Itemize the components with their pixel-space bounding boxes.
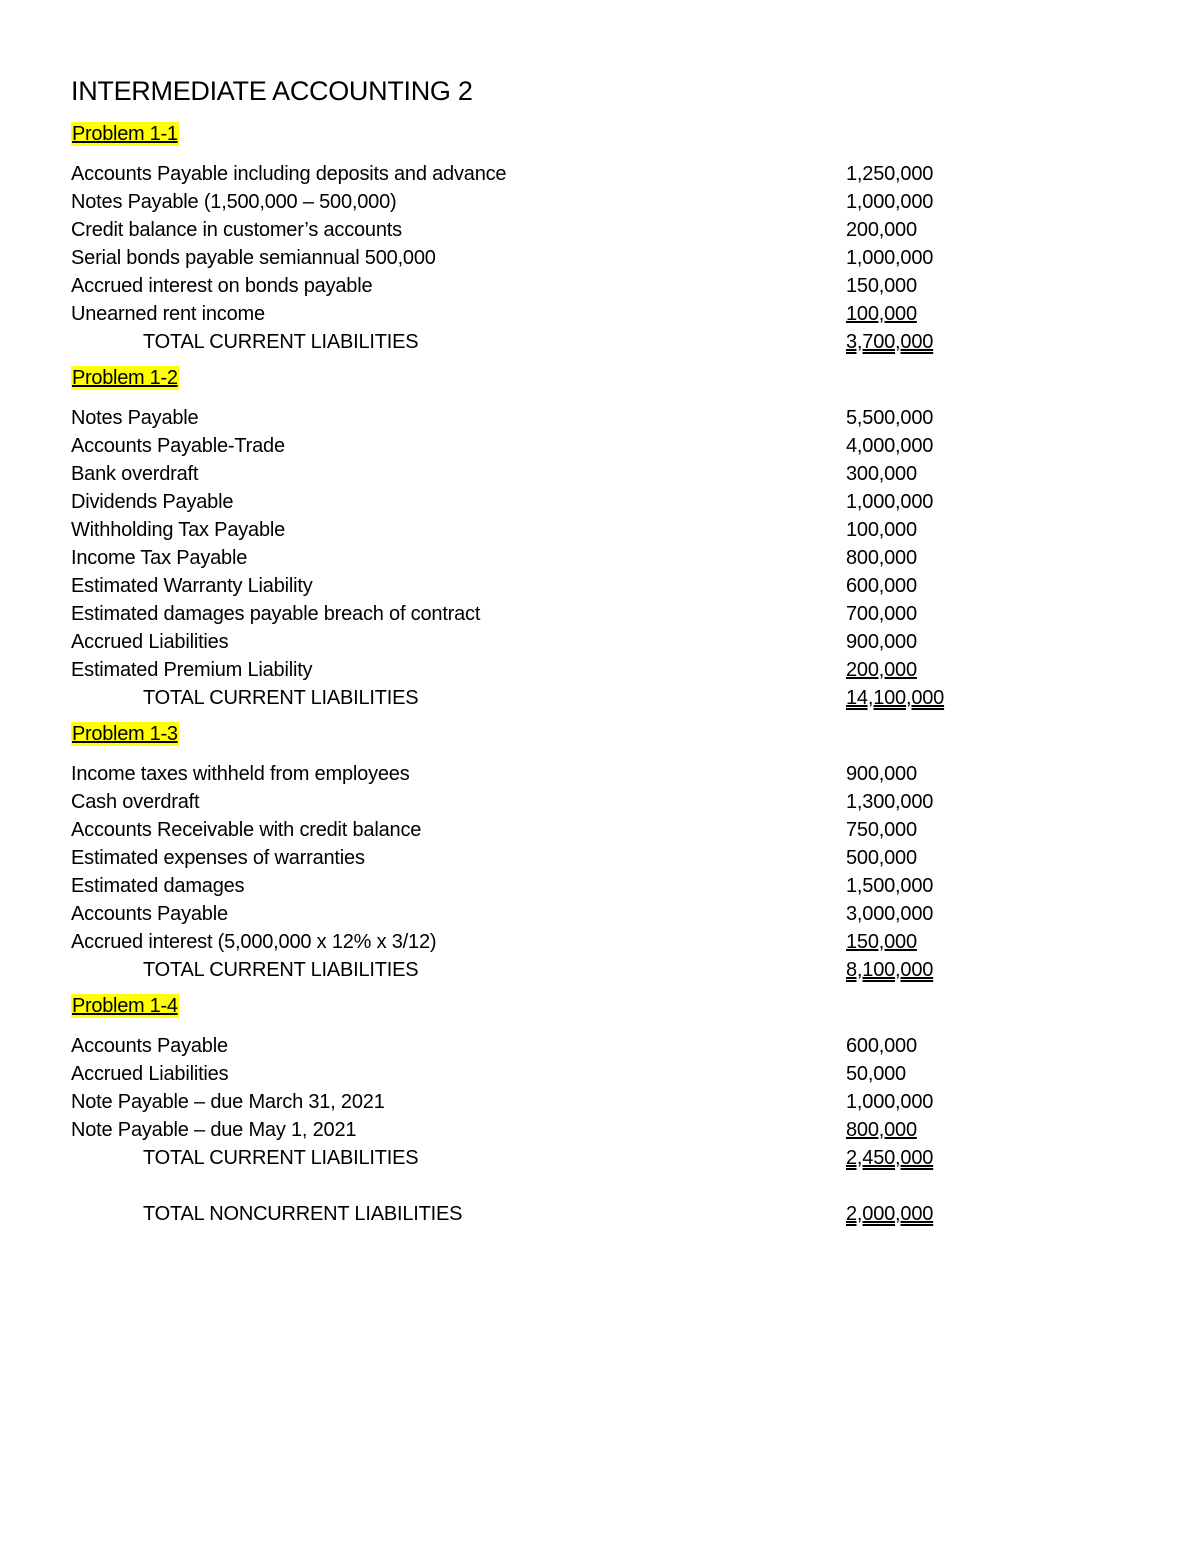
total-row [71, 956, 1131, 984]
line-item-label: Notes Payable (1,500,000 – 500,000) [71, 191, 397, 213]
line-item [71, 160, 1131, 188]
total-label: TOTAL CURRENT LIABILITIES [143, 959, 419, 981]
line-item-amount: 1,300,000 [846, 791, 934, 813]
line-item [71, 788, 1131, 816]
line-item-amount: 3,000,000 [846, 903, 934, 925]
line-item [71, 760, 1131, 788]
line-item-amount: 1,000,000 [846, 247, 934, 269]
line-item-amount: 100,000 [846, 303, 917, 325]
line-item-label: Accounts Payable [71, 903, 228, 925]
line-item-label: Estimated damages [71, 875, 245, 897]
total-row [71, 684, 1131, 712]
line-item [71, 1088, 1131, 1116]
problem-heading: Problem 1-4 [72, 995, 178, 1017]
line-item-label: Income taxes withheld from employees [71, 763, 410, 785]
total-row [71, 1144, 1131, 1172]
line-item [71, 460, 1131, 488]
problem-section [71, 366, 1131, 712]
line-item [71, 572, 1131, 600]
total-amount: 14,100,000 [846, 687, 945, 709]
line-item [71, 928, 1131, 956]
line-item-amount: 600,000 [846, 575, 917, 597]
line-item [71, 516, 1131, 544]
document-title: INTERMEDIATE ACCOUNTING 2 [71, 76, 473, 106]
document-page [71, 70, 1131, 1228]
line-item-label: Credit balance in customer’s accounts [71, 219, 402, 241]
line-item [71, 300, 1131, 328]
total-label: TOTAL CURRENT LIABILITIES [143, 687, 419, 709]
line-item [71, 900, 1131, 928]
line-item-label: Accounts Receivable with credit balance [71, 819, 422, 841]
line-item-amount: 5,500,000 [846, 407, 934, 429]
total-row [71, 328, 1131, 356]
problem-section [71, 122, 1131, 356]
line-item-label: Estimated damages payable breach of contract [71, 603, 481, 625]
line-item-amount: 1,000,000 [846, 191, 934, 213]
spacer [71, 1172, 1131, 1200]
noncurrent-total-row [71, 1200, 1131, 1228]
line-item-amount: 600,000 [846, 1035, 917, 1057]
line-item-label: Note Payable – due May 1, 2021 [71, 1119, 357, 1141]
line-item [71, 656, 1131, 684]
line-item-amount: 1,000,000 [846, 1091, 934, 1113]
line-item [71, 628, 1131, 656]
line-item-amount: 800,000 [846, 1119, 917, 1141]
line-item [71, 216, 1131, 244]
line-item-amount: 4,000,000 [846, 435, 934, 457]
problem-section [71, 994, 1131, 1228]
line-item [71, 600, 1131, 628]
line-item-amount: 900,000 [846, 631, 917, 653]
total-amount: 2,450,000 [846, 1147, 934, 1169]
line-item-label: Serial bonds payable semiannual 500,000 [71, 247, 436, 269]
line-item [71, 844, 1131, 872]
line-item-amount: 700,000 [846, 603, 917, 625]
line-item-amount: 800,000 [846, 547, 917, 569]
problem-section [71, 722, 1131, 984]
line-item-label: Accounts Payable including deposits and advance [71, 163, 507, 185]
line-item [71, 188, 1131, 216]
line-item-amount: 900,000 [846, 763, 917, 785]
line-item [71, 544, 1131, 572]
line-item [71, 488, 1131, 516]
line-item [71, 1116, 1131, 1144]
line-item-amount: 1,500,000 [846, 875, 934, 897]
line-item-amount: 150,000 [846, 931, 917, 953]
line-item-label: Accrued Liabilities [71, 1063, 229, 1085]
line-item-amount: 200,000 [846, 659, 917, 681]
line-item [71, 872, 1131, 900]
noncurrent-total-amount: 2,000,000 [846, 1203, 934, 1225]
total-label: TOTAL CURRENT LIABILITIES [143, 1147, 419, 1169]
total-amount: 3,700,000 [846, 331, 934, 353]
line-item-label: Withholding Tax Payable [71, 519, 286, 541]
problem-heading: Problem 1-2 [72, 367, 178, 389]
line-item-label: Estimated Premium Liability [71, 659, 313, 681]
line-item-amount: 100,000 [846, 519, 917, 541]
line-item-label: Notes Payable [71, 407, 199, 429]
line-item [71, 244, 1131, 272]
line-item-amount: 1,000,000 [846, 491, 934, 513]
line-item-amount: 150,000 [846, 275, 917, 297]
line-item-label: Bank overdraft [71, 463, 199, 485]
line-item-label: Note Payable – due March 31, 2021 [71, 1091, 385, 1113]
line-item [71, 1032, 1131, 1060]
noncurrent-total-label: TOTAL NONCURRENT LIABILITIES [143, 1203, 463, 1225]
line-item [71, 816, 1131, 844]
line-item-label: Income Tax Payable [71, 547, 248, 569]
line-item-amount: 300,000 [846, 463, 917, 485]
line-item-label: Accrued interest on bonds payable [71, 275, 373, 297]
line-item-label: Accrued interest (5,000,000 x 12% x 3/12) [71, 931, 437, 953]
total-label: TOTAL CURRENT LIABILITIES [143, 331, 419, 353]
line-item-label: Estimated expenses of warranties [71, 847, 365, 869]
line-item [71, 272, 1131, 300]
line-item-label: Accounts Payable [71, 1035, 228, 1057]
line-item-label: Accrued Liabilities [71, 631, 229, 653]
line-item-label: Dividends Payable [71, 491, 234, 513]
line-item [71, 432, 1131, 460]
line-item-amount: 200,000 [846, 219, 917, 241]
line-item-label: Cash overdraft [71, 791, 200, 813]
line-item-label: Estimated Warranty Liability [71, 575, 313, 597]
problem-heading: Problem 1-3 [72, 723, 178, 745]
line-item-amount: 1,250,000 [846, 163, 934, 185]
problem-heading: Problem 1-1 [72, 123, 178, 145]
line-item [71, 1060, 1131, 1088]
line-item-label: Accounts Payable-Trade [71, 435, 285, 457]
total-amount: 8,100,000 [846, 959, 934, 981]
line-item-label: Unearned rent income [71, 303, 265, 325]
line-item-amount: 500,000 [846, 847, 917, 869]
line-item-amount: 50,000 [846, 1063, 906, 1085]
line-item [71, 404, 1131, 432]
line-item-amount: 750,000 [846, 819, 917, 841]
